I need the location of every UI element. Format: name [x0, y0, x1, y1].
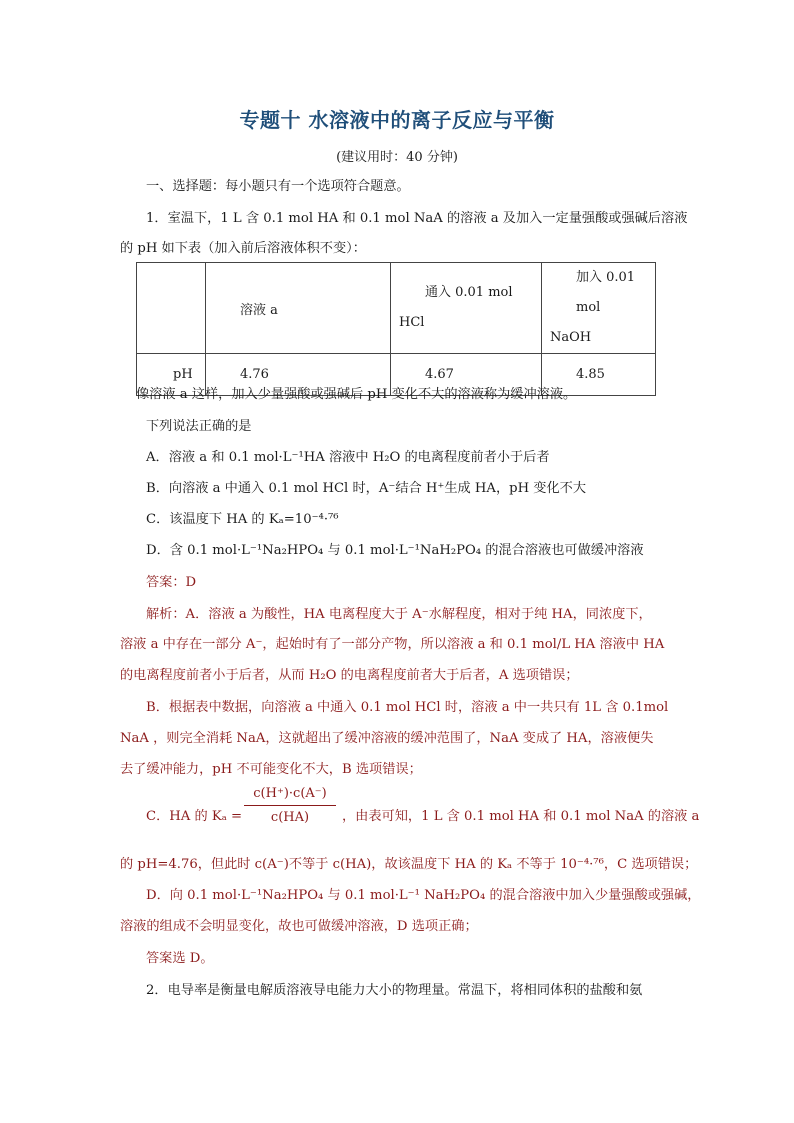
naoh-header-line2: NaOH: [550, 330, 592, 345]
analysis-line-6: 去了缓冲能力，pH 不可能变化不大，B 选项错误；: [120, 762, 422, 777]
table-row-label-ph: pH: [137, 354, 206, 396]
table-cell-ph-a: 4.76: [206, 354, 391, 396]
table-cell-ph-hcl: 4.67: [391, 354, 542, 396]
hcl-header-line1: 通入 0.01 mol: [425, 285, 513, 300]
hcl-header-line2: HCl: [399, 315, 425, 330]
analysis-c-prefix: C．HA 的 Kₐ =: [146, 809, 243, 824]
analysis-c-line2: 的 pH=4.76，但此时 c(A⁻)不等于 c(HA)，故该温度下 HA 的 Kₐ 不等于 10⁻⁴·⁷⁶，C 选项错误；: [120, 857, 698, 872]
analysis-d-line1: D．向 0.1 mol·L⁻¹Na₂HPO₄ 与 0.1 mol·L⁻¹ NaH₂PO₄ 的混合溶液中加入少量强酸或强碱，: [146, 888, 701, 903]
q1-stem-line2: 的 pH 如下表（加入前后溶液体积不变）：: [120, 241, 366, 256]
answer-label: 答案：D: [146, 575, 197, 590]
table-header-solution-a: 溶液 a: [206, 263, 391, 354]
ka-denominator: c(HA): [270, 810, 310, 825]
analysis-line-1: 解析：A．溶液 a 为酸性，HA 电离程度大于 A⁻水解程度，相对于纯 HA，同浓度下，: [146, 607, 652, 622]
buffer-definition: 像溶液 a 这样，加入少量强酸或强碱后 pH 变化不大的溶液称为缓冲溶液。: [136, 387, 577, 402]
suggested-time: (建议用时：40 分钟): [336, 150, 458, 165]
analysis-d-line2: 溶液的组成不会明显变化，故也可做缓冲溶液，D 选项正确；: [120, 919, 478, 934]
analysis-line-4: B．根据表中数据，向溶液 a 中通入 0.1 mol HCl 时，溶液 a 中一共只有 1L 含 0.1mol: [146, 700, 669, 715]
option-d: D．含 0.1 mol·L⁻¹Na₂HPO₄ 与 0.1 mol·L⁻¹NaH₂PO₄ 的混合溶液也可做缓冲溶液: [146, 543, 644, 558]
analysis-line-2: 溶液 a 中存在一部分 A⁻，起始时有了一部分产物，所以溶液 a 和 0.1 mol/L HA 溶液中 HA: [120, 637, 665, 652]
analysis-line-5: NaA ，则完全消耗 NaA，这就超出了缓冲溶液的缓冲范围了，NaA 变成了 HA，溶液便失: [120, 731, 654, 746]
section-heading: 一、选择题：每小题只有一个选项符合题意。: [146, 179, 410, 194]
q1-stem-line1: 1．室温下，1 L 含 0.1 mol HA 和 0.1 mol NaA 的溶液 a 及加入一定量强酸或强碱后溶液: [146, 211, 688, 226]
option-a: A．溶液 a 和 0.1 mol·L⁻¹HA 溶液中 H₂O 的电离程度前者小于后者: [146, 450, 550, 465]
table-cell-ph-naoh: 4.85: [542, 354, 656, 396]
q1-prompt: 下列说法正确的是: [146, 419, 252, 434]
ph-table: [136, 262, 656, 396]
page-title: 专题十 水溶液中的离子反应与平衡: [239, 108, 555, 132]
table-header-naoh: [542, 263, 656, 354]
q2-line1: 2．电导率是衡量电解质溶液导电能力大小的物理量。常温下，将相同体积的盐酸和氨: [146, 983, 643, 998]
ka-fraction: [244, 786, 336, 825]
option-c: C．该温度下 HA 的 Kₐ=10⁻⁴·⁷⁶: [146, 512, 339, 527]
option-b: B．向溶液 a 中通入 0.1 mol HCl 时，A⁻结合 H⁺生成 HA，pH 变化不大: [146, 481, 587, 496]
final-answer: 答案选 D。: [146, 951, 214, 966]
table-corner-cell: [137, 263, 206, 354]
naoh-header-line1: 加入 0.01 mol: [576, 270, 636, 315]
table-header-hcl: [391, 263, 542, 354]
analysis-line-3: 的电离程度前者小于后者，从而 H₂O 的电离程度前者大于后者，A 选项错误；: [120, 668, 579, 683]
ka-numerator: c(H⁺)·c(A⁻): [244, 786, 336, 806]
analysis-c-suffix: ，由表可知，1 L 含 0.1 mol HA 和 0.1 mol NaA 的溶液 a: [342, 809, 700, 824]
